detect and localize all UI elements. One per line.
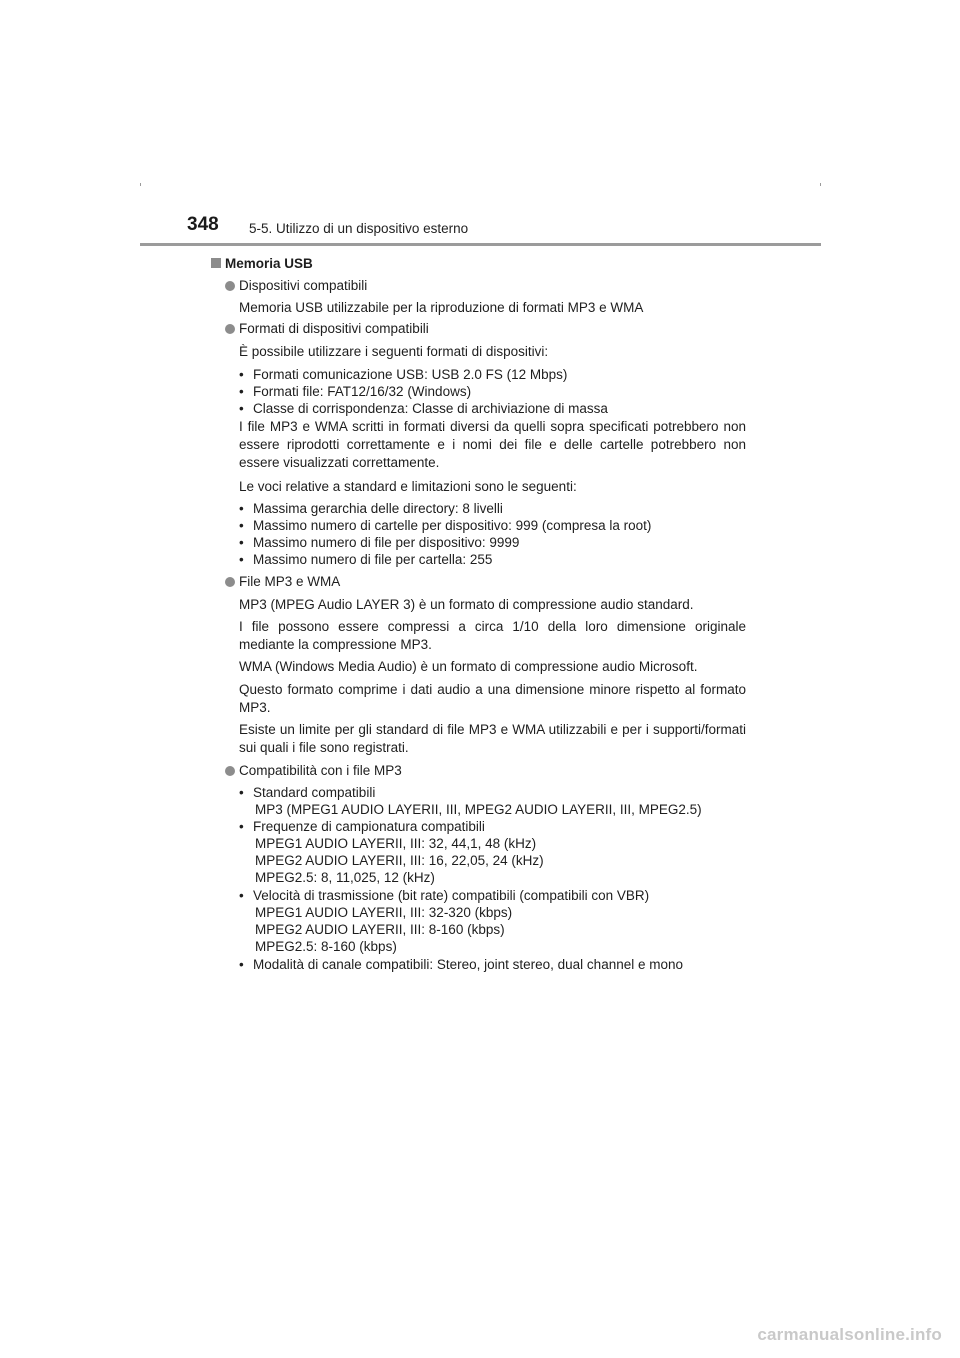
- list-item-detail: MPEG1 AUDIO LAYERII, III: 32-320 (kbps): [255, 905, 513, 920]
- item-title: Compatibilità con i file MP3: [239, 763, 402, 778]
- list-item-text: Formati comunicazione USB: USB 2.0 FS (12 Mbps): [253, 367, 568, 382]
- list-item-detail: MPEG2.5: 8, 11,025, 12 (kHz): [255, 870, 435, 885]
- list-item-text: Massimo numero di file per dispositivo: 9999: [253, 535, 520, 550]
- item-text: Memoria USB utilizzabile per la riproduzione di formati MP3 e WMA: [239, 300, 644, 315]
- list-item-text: Massimo numero di file per cartella: 255: [253, 552, 493, 567]
- item-title: Dispositivi compatibili: [239, 278, 368, 293]
- list-item-detail: MPEG2 AUDIO LAYERII, III: 16, 22,05, 24 (kHz): [255, 853, 544, 868]
- list-item: • Massimo numero di file per cartella: 255: [239, 552, 493, 567]
- list-item-detail: MP3 (MPEG1 AUDIO LAYERII, III, MPEG2 AUDIO LAYERII, III, MPEG2.5): [255, 802, 702, 817]
- list-item-text: Standard compatibili: [253, 785, 376, 800]
- paragraph: I file possono essere compressi a circa 1/10 della loro dimensione originale mediante la compressione MP3.: [239, 619, 746, 652]
- circle-bullet-icon: [225, 766, 235, 776]
- paragraph: WMA (Windows Media Audio) è un formato di compressione audio Microsoft.: [239, 659, 698, 674]
- list-item: • Velocità di trasmissione (bit rate) compatibili (compatibili con VBR): [239, 888, 650, 903]
- item-intro: È possibile utilizzare i seguenti formati di dispositivi:: [239, 344, 549, 359]
- list-item-text: Formati file: FAT12/16/32 (Windows): [253, 384, 472, 399]
- list-item: • Massima gerarchia delle directory: 8 livelli: [239, 501, 503, 516]
- list-item: • Standard compatibili: [239, 785, 376, 800]
- list-item: • Classe di corrispondenza: Classe di archiviazione di massa: [239, 401, 608, 416]
- item-title: Formati di dispositivi compatibili: [239, 321, 429, 336]
- list-item-text: Massimo numero di cartelle per dispositivo: 999 (compresa la root): [253, 518, 652, 533]
- list-item: • Modalità di canale compatibili: Stereo, joint stereo, dual channel e mono: [239, 957, 684, 972]
- paragraph: Esiste un limite per gli standard di file MP3 e WMA utilizzabili e per i supporti/formati sui quali i file sono registrati.: [239, 722, 746, 755]
- item-title: File MP3 e WMA: [239, 574, 341, 589]
- page-header: [0, 0, 960, 250]
- list-item-text: Classe di corrispondenza: Classe di archiviazione di massa: [253, 401, 608, 416]
- watermark: carmanualsonline.info: [757, 1325, 942, 1344]
- section-heading: Memoria USB: [225, 256, 313, 271]
- list-item: • Formati comunicazione USB: USB 2.0 FS (12 Mbps): [239, 367, 568, 382]
- note-paragraph: I file MP3 e WMA scritti in formati diversi da quelli sopra specificati potrebbero non essere riprodotti correttamente e i nomi dei file e delle cartelle potrebbero non essere visualizzati correttamente.: [239, 419, 746, 470]
- page-number: 348: [187, 214, 219, 235]
- header-divider: [140, 243, 821, 246]
- circle-bullet-icon: [225, 324, 235, 334]
- circle-bullet-icon: [225, 577, 235, 587]
- section-title: 5-5. Utilizzo di un dispositivo esterno: [249, 221, 469, 236]
- list-item-detail: MPEG1 AUDIO LAYERII, III: 32, 44,1, 48 (kHz): [255, 836, 537, 851]
- square-bullet-icon: [211, 258, 221, 268]
- list-item: • Frequenze di campionatura compatibili: [239, 819, 485, 834]
- list-item-text: Massima gerarchia delle directory: 8 livelli: [253, 501, 503, 516]
- list-item-detail: MPEG2.5: 8-160 (kbps): [255, 939, 397, 954]
- list-item: • Formati file: FAT12/16/32 (Windows): [239, 384, 472, 399]
- list-item-detail: MPEG2 AUDIO LAYERII, III: 8-160 (kbps): [255, 922, 505, 937]
- limits-intro: Le voci relative a standard e limitazioni sono le seguenti:: [239, 479, 577, 494]
- list-item-text: Velocità di trasmissione (bit rate) compatibili (compatibili con VBR): [253, 888, 650, 903]
- list-item-text: Modalità di canale compatibili: Stereo, joint stereo, dual channel e mono: [253, 957, 684, 972]
- list-item: • Massimo numero di file per dispositivo: 9999: [239, 535, 520, 550]
- paragraph: Questo formato comprime i dati audio a una dimensione minore rispetto al formato MP3.: [239, 682, 746, 715]
- list-item-text: Frequenze di campionatura compatibili: [253, 819, 485, 834]
- paragraph: MP3 (MPEG Audio LAYER 3) è un formato di compressione audio standard.: [239, 597, 694, 612]
- circle-bullet-icon: [225, 281, 235, 291]
- list-item: • Massimo numero di cartelle per dispositivo: 999 (compresa la root): [239, 518, 652, 533]
